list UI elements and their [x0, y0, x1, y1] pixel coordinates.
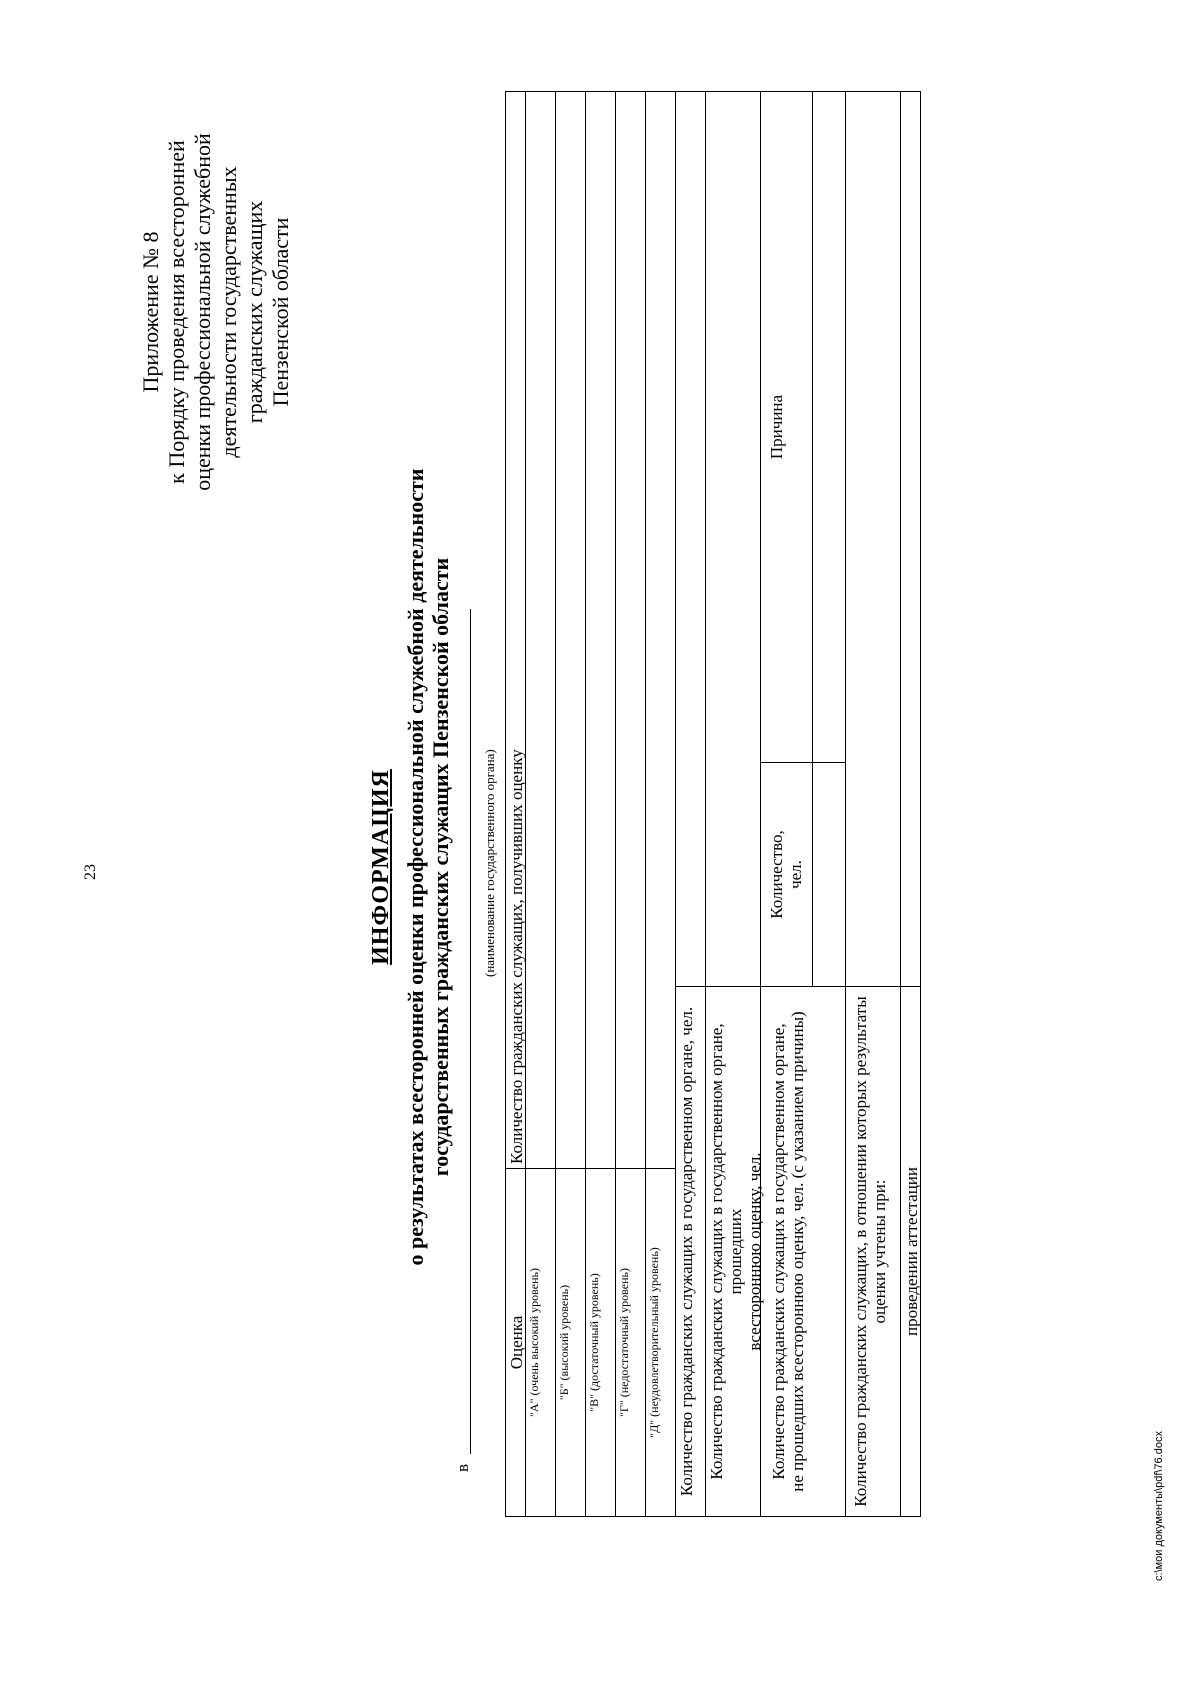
appendix-line: оценки профессиональной служебной — [190, 133, 215, 491]
document-title: ИНФОРМАЦИЯ — [368, 769, 394, 965]
passed-row-label — [705, 986, 764, 1517]
grade-v: "В" (достаточный уровень) — [585, 1168, 616, 1517]
results-row-line: Количество гражданских служащих, в отношении которых результаты — [851, 996, 870, 1507]
passed-row-value[interactable] — [705, 91, 761, 987]
rotated-page — [0, 47, 1200, 1697]
results-row-value[interactable] — [845, 91, 901, 987]
document-subtitle — [403, 217, 453, 1517]
count-label-line: чел. — [786, 860, 805, 889]
not-passed-count-value[interactable] — [812, 762, 846, 987]
grade-g-value[interactable] — [615, 91, 646, 1169]
grade-v-value[interactable] — [585, 91, 616, 1169]
subtitle-line: государственных гражданских служащих Пензенской области — [428, 557, 453, 1177]
grade-d-value[interactable] — [645, 91, 676, 1169]
not-passed-row-line: Количество гражданских служащих в государственном органе, — [769, 1023, 788, 1480]
appendix-block — [138, 52, 294, 572]
not-passed-row-label — [760, 986, 846, 1517]
header-grade: Оценка — [505, 1168, 526, 1517]
grade-a-value[interactable] — [525, 91, 556, 1169]
grade-a: "А" (очень высокий уровень) — [525, 1168, 556, 1517]
appendix-line: гражданских служащих — [242, 200, 267, 424]
results-row-label — [845, 986, 901, 1517]
passed-row-line: Количество гражданских служащих в государственном органе, прошедших — [707, 1023, 745, 1480]
organ-caption: (наименование государственного органа) — [482, 749, 497, 977]
appendix-line: Пензенской области — [268, 217, 293, 407]
not-passed-row-line: не прошедших всестороннюю оценку, чел. (с указанием причины) — [788, 1011, 807, 1492]
organ-name-line — [470, 609, 471, 1454]
appendix-line: деятельности государственных — [216, 166, 241, 458]
count-label-line: Количество, — [767, 830, 786, 919]
header-count: Количество гражданских служащих, получивших оценку — [505, 91, 526, 1169]
grade-g: "Г" (недостаточный уровень) — [615, 1168, 646, 1517]
grade-b-value[interactable] — [555, 91, 586, 1169]
file-path-footer: c:\мои документы\pdf\76.docx — [1153, 1431, 1165, 1581]
reason-label-cell: Причина — [760, 91, 813, 763]
results-row-line: оценки учтены при: — [870, 1179, 889, 1324]
results-table — [505, 91, 1021, 1517]
subtitle-line: о результатах всесторонней оценки профессиональной служебной деятельности — [403, 468, 428, 1266]
page-number: 23 — [82, 864, 99, 880]
total-row-label: Количество гражданских служащих в государственном органе, чел. — [675, 986, 706, 1517]
grade-d: "Д" (неудовлетворительный уровень) — [645, 1168, 676, 1517]
grade-b: "Б" (высокий уровень) — [555, 1168, 586, 1517]
attestation-row-label: проведении аттестации — [900, 986, 921, 1517]
total-row-value[interactable] — [675, 91, 706, 987]
passed-row-line: всестороннюю оценку, чел. — [745, 1152, 764, 1351]
not-passed-reason-value[interactable] — [812, 91, 846, 763]
appendix-line: к Порядку проведения всесторонней — [164, 140, 189, 484]
appendix-line: Приложение № 8 — [138, 231, 163, 393]
count-label-cell — [760, 762, 813, 987]
attestation-row-value[interactable] — [900, 91, 921, 987]
organ-prefix: в — [453, 1463, 472, 1472]
